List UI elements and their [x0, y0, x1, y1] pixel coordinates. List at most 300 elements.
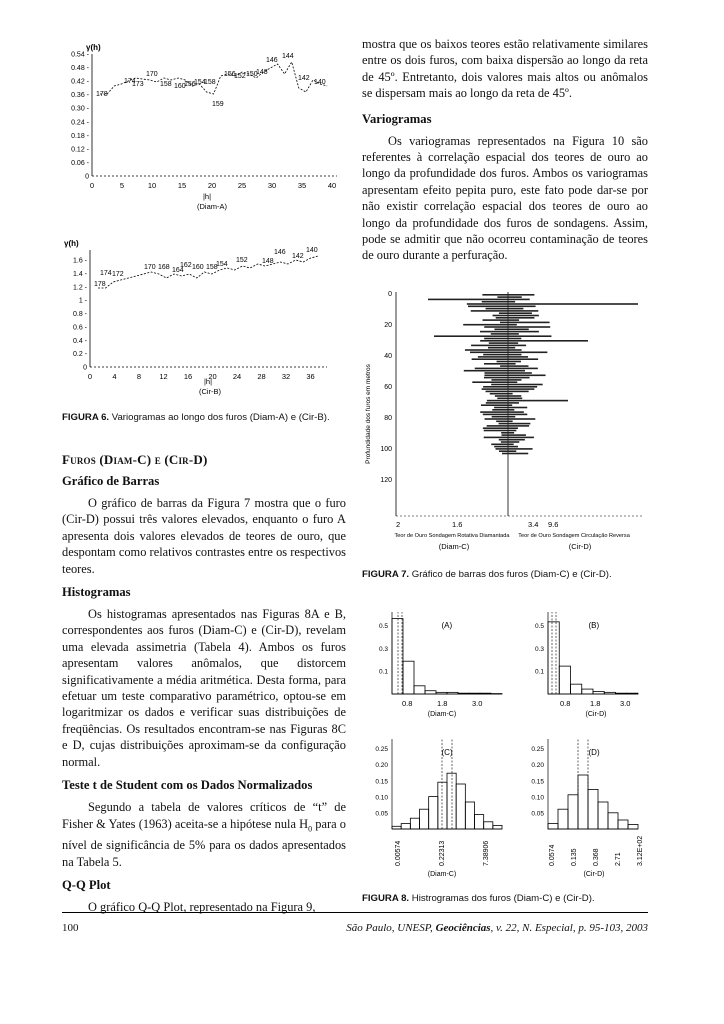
variogram-b-ytick: 0.4 -	[72, 337, 87, 345]
fig7-bar-cir-d	[508, 393, 513, 395]
variogram-a-xlabel: |h|	[202, 192, 212, 201]
fig7-bar-cir-d	[508, 384, 543, 386]
hist-bar	[588, 789, 598, 829]
fig7-bar-cir-d	[508, 407, 527, 409]
variogram-a-point-label: 150	[246, 71, 258, 78]
fig7-bar-diam-c	[490, 393, 508, 395]
hist-tag: (B)	[588, 621, 600, 630]
hist-ytick: 0.25	[375, 746, 388, 754]
fig7-bar-diam-c	[484, 363, 508, 365]
fig7-bar-cir-d	[508, 299, 530, 301]
fig7-bar-cir-d	[508, 352, 547, 354]
figure-7-caption: FIGURA 7. Gráfico de barras dos furos (Diam-C) e (Cir-D).	[362, 569, 612, 580]
hist-tag: (D)	[588, 748, 600, 757]
paragraph-variogramas: Os variogramas representados na Figura 10 são referentes à correlação espacial dos teores de ouro ao longo da profundidade dos furos. Ambos os variogramas apresentam efeito pepita puro, este fato pode dar-se por não existir correlação espacial dos teores de ouro ao longo da profundidade dos furos de sondagens. Assim, pode se admitir que não ocorreu contaminação de teores de ouro durante a perfuração.	[362, 133, 648, 263]
fig7-ytick: 60	[384, 384, 392, 391]
fig7-bar-cir-d	[508, 386, 537, 388]
fig7-bar-diam-c	[463, 324, 508, 326]
fig7-bar-cir-d	[508, 379, 521, 381]
fig7-bar-diam-c	[499, 450, 508, 452]
variogram-a-point-label: 160	[174, 83, 186, 90]
paragraph-histogramas: Os histogramas apresentados nas Figuras 8A e B, correspondentes aos furos (Diam-C) e (Cir-D), revelam uma elevada assimetria (Tabela 4). Ambos os furos apresentam valores anômalos, que distorcem significativamente a média aritmética. Desta forma, para efetuar um teste comparativo paramétrico, optou-se em logaritmizar os dados e verificar suas distribuições de freqüências. Os resultados encontram-se nas Figuras 8C e D, cujas distribuições aproximam-se da configuração normal.	[62, 607, 346, 769]
variogram-b-point-label: 164	[172, 267, 184, 274]
fig7-bar-diam-c	[481, 404, 508, 406]
heading-variogramas: Variogramas	[362, 111, 432, 126]
fig7-bar-cir-d	[508, 312, 532, 314]
variogram-a-point-label: 140	[314, 79, 326, 86]
fig7-bar-cir-d	[508, 444, 514, 446]
fig7-bar-cir-d	[508, 423, 530, 425]
hist-bar	[493, 825, 502, 829]
fig7-bar-diam-c	[480, 340, 508, 342]
fig7-bar-cir-d	[508, 430, 516, 432]
hist-bar	[403, 661, 414, 694]
fig7-bar-diam-c	[486, 402, 508, 404]
fig7-bar-cir-d	[508, 342, 518, 344]
hist-bar	[593, 692, 604, 694]
fig7-bar-diam-c	[470, 352, 508, 354]
fig7-bar-cir-d	[508, 345, 526, 347]
hist-bar	[627, 693, 638, 694]
variogram-a-xtick: 35	[297, 181, 307, 190]
variogram-a-subtitle: (Diam-A)	[197, 202, 227, 211]
variogram-b-point-label: 154	[216, 261, 228, 268]
variogram-b-subtitle: (Cir-B)	[198, 387, 222, 396]
fig7-bar-cir-d	[508, 450, 516, 452]
fig7-bar-diam-c	[486, 391, 508, 393]
variogram-b-ytick: 1 -	[78, 297, 87, 305]
hist-bar	[548, 824, 558, 829]
hist-d-xtick: 3.12E+02	[637, 835, 644, 866]
paragraph-qq-plot: O gráfico Q-Q Plot, representado na Figura 9,	[88, 900, 316, 915]
variogram-b-point-label: 174	[100, 270, 112, 277]
variogram-a-point-label: 156	[184, 81, 196, 88]
fig7-bar-diam-c	[491, 379, 508, 381]
fig7-bar-cir-d	[508, 361, 521, 363]
hist-ytick: 0.05	[531, 810, 544, 818]
hist-bar	[410, 818, 419, 829]
fig7-bar-cir-d	[508, 395, 521, 397]
fig7-bar-cir-d	[508, 453, 528, 455]
fig7-bar-cir-d	[508, 347, 515, 349]
fig7-bar-diam-c	[499, 439, 508, 441]
variogram-a-point-label: 159	[212, 101, 224, 108]
fig7-bar-cir-d	[508, 434, 526, 436]
fig7-bar-diam-c	[482, 388, 508, 390]
variogram-a-ytick: 0.42 -	[71, 78, 89, 86]
variogram-b-xtick: 32	[281, 372, 291, 381]
fig7-bar-cir-d	[508, 358, 538, 360]
hist-bar	[436, 692, 447, 694]
variogram-a-ytick: 0.48 -	[71, 65, 89, 73]
hist-c-xcap: (Diam-C)	[427, 871, 457, 878]
hist-bar	[475, 815, 484, 829]
variogram-a-ytick: 0.12 -	[71, 146, 89, 154]
fig7-bar-diam-c	[480, 411, 508, 413]
fig7-bar-diam-c	[502, 434, 508, 436]
fig7-bar-diam-c	[491, 444, 508, 446]
hist-bar	[456, 784, 465, 829]
fig7-bar-cir-d	[508, 400, 568, 402]
variogram-b-xtick: 0	[87, 372, 93, 381]
fig7-bar-diam-c	[485, 418, 508, 420]
fig7-bar-diam-c	[467, 303, 508, 305]
footer-citation: São Paulo, UNESP, Geociências, v. 22, N. Especial, p. 95-103, 2003	[346, 922, 648, 934]
fig7-bar-diam-c	[484, 430, 508, 432]
fig7-bar-diam-c	[464, 370, 508, 372]
fig7-bar-cir-d	[508, 368, 538, 370]
fig7-bar-diam-c	[493, 315, 508, 317]
fig7-bar-cir-d	[508, 340, 588, 342]
hist-ytick: 0.1	[378, 668, 388, 676]
variogram-b-xtick: 8	[136, 372, 142, 381]
fig7-bar-cir-d	[508, 402, 519, 404]
fig7-ytick: 120	[380, 477, 392, 484]
hist-bar	[458, 693, 469, 694]
fig7-ytick: 40	[384, 353, 392, 360]
fig7-bar-diam-c	[492, 409, 508, 411]
hist-ytick: 0.1	[534, 668, 544, 676]
hist-bar	[616, 693, 627, 694]
fig7-xtick-left-1: 1.6	[452, 520, 463, 529]
fig7-bar-diam-c	[482, 301, 508, 303]
fig7-bar-cir-d	[508, 354, 521, 356]
fig7-bar-diam-c	[480, 331, 508, 333]
hist-b-xcap: (Cir-D)	[585, 711, 607, 718]
variogram-a-ytick: 0.06 -	[71, 159, 89, 167]
hist-bar	[558, 809, 568, 829]
variogram-a-point-label: 144	[282, 53, 294, 60]
hist-bar	[392, 619, 403, 694]
hist-bar	[480, 693, 491, 694]
fig7-bar-diam-c	[496, 421, 508, 423]
variogram-a-ytick: 0.30 -	[71, 105, 89, 113]
hist-ytick: 0.25	[531, 746, 544, 754]
fig7-bar-cir-d	[508, 439, 525, 441]
fig7-bar-cir-d	[508, 319, 519, 321]
variogram-a-point-label: 170	[146, 71, 158, 78]
hist-ytick: 0.15	[375, 778, 388, 786]
fig7-bar-diam-c	[488, 347, 508, 349]
variogram-b-ytick: 1.4 -	[72, 270, 87, 278]
hist-bar	[571, 684, 582, 694]
hist-d-xtick: 0.135	[571, 848, 578, 866]
fig7-bar-cir-d	[508, 331, 539, 333]
fig7-bar-cir-d	[508, 324, 517, 326]
fig7-bar-cir-d	[508, 356, 528, 358]
variogram-a-ytick: 0.24 -	[71, 119, 89, 127]
hist-bar	[582, 689, 593, 694]
variogram-b-xtick: 36	[306, 372, 315, 381]
fig7-bar-diam-c	[486, 308, 508, 310]
hist-ytick: 0.3	[378, 645, 388, 653]
hist-bar	[484, 822, 493, 829]
hist-ytick: 0.5	[534, 623, 544, 631]
fig7-bar-diam-c	[471, 310, 508, 312]
fig7-ytick: 0	[388, 291, 392, 298]
variogram-b-ytick: 1.6 -	[72, 257, 87, 265]
fig7-xtick-right-1: 9.6	[548, 520, 559, 529]
fig7-bar-diam-c	[492, 416, 508, 418]
fig7-xtick-right-0: 3.4	[528, 520, 539, 529]
variogram-a-ytick: 0.18 -	[71, 132, 89, 140]
fig7-bar-diam-c	[472, 358, 508, 360]
fig7-bar-diam-c	[483, 427, 508, 429]
hist-bar	[465, 802, 474, 829]
fig7-bar-diam-c	[487, 400, 508, 402]
fig7-bar-cir-d	[508, 388, 534, 390]
hist-bar	[608, 813, 618, 829]
hist-ytick: 0.10	[531, 794, 544, 802]
fig7-bar-diam-c	[496, 317, 508, 319]
hist-bar	[414, 686, 425, 694]
hist-bar	[447, 773, 456, 829]
fig7-bar-diam-c	[491, 384, 508, 386]
fig7-bar-diam-c	[499, 423, 508, 425]
fig7-bar-cir-d	[508, 349, 522, 351]
heading-teste-t: Teste t de Student com os Dados Normalizados	[62, 778, 313, 793]
fig7-bar-cir-d	[508, 381, 517, 383]
hist-a-xtick: 1.8	[437, 699, 448, 708]
variogram-b-point-label: 142	[292, 253, 304, 260]
variogram-cir-b	[62, 234, 352, 404]
fig7-bar-diam-c	[483, 354, 508, 356]
fig7-bar-cir-d	[508, 363, 516, 365]
variogram-a-point-label: 156	[224, 71, 236, 78]
variogram-b-point-label: 146	[274, 249, 286, 256]
fig7-bar-diam-c	[497, 398, 508, 400]
hist-bar	[392, 826, 401, 829]
fig7-bar-cir-d	[508, 310, 538, 312]
fig7-label-cir-d: (Cir-D)	[568, 542, 592, 551]
fig7-bar-cir-d	[508, 427, 518, 429]
variogram-a-xtick: 0	[89, 181, 95, 190]
variogram-a-point-label: 142	[298, 75, 310, 82]
variogram-a-ytick: 0.36 -	[71, 92, 89, 100]
variogram-a-xtick: 20	[207, 181, 217, 190]
hist-ytick: 0.15	[531, 778, 544, 786]
fig7-xtick-left-0: 2	[396, 520, 401, 529]
hist-b-xtick: 3.0	[620, 699, 631, 708]
variogram-a-point-label: 173	[132, 81, 144, 88]
page-number: 100	[62, 922, 79, 934]
fig7-bar-diam-c	[475, 368, 508, 370]
fig7-bar-diam-c	[483, 414, 508, 416]
fig7-bar-diam-c	[472, 381, 508, 383]
fig7-bar-diam-c	[497, 361, 508, 363]
fig7-bar-cir-d	[508, 326, 550, 328]
hist-bar	[425, 691, 436, 694]
variogram-b-ytick: 1.2 -	[72, 284, 87, 292]
hist-bar	[578, 775, 588, 829]
fig7-bar-cir-d	[508, 338, 521, 340]
footer-rule	[62, 912, 648, 913]
hist-tag: (A)	[441, 621, 453, 630]
variogram-a-point-label: 148	[256, 69, 268, 76]
fig7-bar-cir-d	[508, 303, 638, 305]
variogram-a-point-label: 158	[160, 81, 172, 88]
variogram-a-point-label: 146	[266, 57, 278, 64]
variogram-b-xtick: 24	[232, 372, 242, 381]
fig7-bar-diam-c	[500, 365, 508, 367]
variogram-b-xtick: 20	[208, 372, 217, 381]
fig7-bar-diam-c	[482, 294, 508, 296]
fig7-bar-diam-c	[468, 306, 508, 308]
variogram-b-point-label: 178	[94, 281, 106, 288]
hist-d-xtick: 0.368	[593, 848, 600, 866]
hist-bar	[438, 782, 447, 829]
hist-bar	[598, 802, 608, 829]
fig7-bar-cir-d	[508, 335, 551, 337]
hist-bar	[618, 820, 628, 829]
variogram-a-point-label: 178	[96, 91, 108, 98]
variogram-b-point-label: 172	[112, 271, 124, 278]
variogram-b-point-label: 162	[180, 262, 192, 269]
fig7-bar-diam-c	[484, 375, 508, 377]
variogram-b-xtick: 12	[159, 372, 168, 381]
fig7-bar-cir-d	[508, 446, 518, 448]
variogram-a-point-label: 154	[194, 79, 206, 86]
figure-6-caption: FIGURA 6. Variogramas ao longo dos furos (Diam-A) e (Cir-B).	[62, 412, 330, 423]
heading-grafico-barras: Gráfico de Barras	[62, 474, 160, 488]
variogram-a-ytick: 0	[85, 173, 89, 181]
hist-bar	[401, 824, 410, 829]
fig7-bar-cir-d	[508, 377, 530, 379]
fig7-bar-diam-c	[484, 377, 508, 379]
variogram-b-xtick: 16	[183, 372, 193, 381]
fig7-bar-cir-d	[508, 425, 529, 427]
fig7-yaxis-label: Profundidade dos furos em metros	[365, 364, 372, 464]
fig7-bar-diam-c	[497, 296, 508, 298]
fig7-bar-diam-c	[471, 345, 508, 347]
fig7-bar-cir-d	[508, 301, 515, 303]
paragraph-teste-t: Segundo a tabela de valores críticos de “t” de Fisher & Yates (1963) aceita-se a hipótese nula $H_0$ para o nível de significância de 5% para os dados apresentados na Tabela 5.	[62, 800, 346, 869]
fig7-bar-cir-d	[508, 432, 514, 434]
fig7-bar-diam-c	[483, 386, 508, 388]
hist-c-xtick: 0.22313	[439, 840, 446, 866]
fig7-bar-diam-c	[478, 356, 508, 358]
variogram-b-point-label: 152	[236, 257, 248, 264]
hist-ytick: 0.20	[375, 762, 388, 770]
fig7-xcap-left: Teor de Ouro Sondagem Rotativa Diamantada	[394, 533, 510, 539]
fig7-bar-cir-d	[508, 437, 534, 439]
hist-bar	[628, 825, 638, 830]
fig7-bar-diam-c	[484, 437, 508, 439]
fig7-bar-diam-c	[428, 299, 508, 301]
fig7-bar-diam-c	[484, 326, 508, 328]
fig7-bar-diam-c	[494, 446, 508, 448]
fig7-bar-cir-d	[508, 333, 519, 335]
fig7-bar-cir-d	[508, 370, 525, 372]
fig7-bar-cir-d	[508, 404, 512, 406]
hist-bar	[469, 693, 480, 694]
fig7-bar-cir-d	[508, 306, 536, 308]
fig7-bar-cir-d	[508, 416, 515, 418]
histograms-figure-8	[362, 604, 652, 886]
fig7-bar-cir-d	[508, 448, 533, 450]
fig7-bar-cir-d	[508, 391, 529, 393]
fig7-bar-diam-c	[491, 333, 508, 335]
fig7-bar-diam-c	[500, 322, 508, 324]
fig7-bar-cir-d	[508, 315, 539, 317]
variogram-b-point-label: 148	[262, 258, 274, 265]
fig7-bar-diam-c	[487, 425, 508, 427]
fig7-bar-cir-d	[508, 317, 534, 319]
variogram-b-point-label: 158	[206, 264, 218, 271]
fig7-bar-diam-c	[495, 395, 508, 397]
fig7-bar-diam-c	[495, 448, 508, 450]
hist-bar	[548, 622, 559, 694]
bar-chart-figure-7	[362, 284, 652, 560]
fig7-bar-cir-d	[508, 365, 528, 367]
fig7-xcap-right: Teor de Ouro Sondagem Circulação Reversa	[518, 533, 630, 539]
paragraph-qq-continued: mostra que os baixos teores estão relativamente similares entre os dois furos, com baixa dispersão ao longo da reta de 45º. Entretanto, dois valores mais altos ou anômalos se dispersam mais ao longo da reta de 45º.	[362, 37, 648, 101]
hist-b-xtick: 1.8	[590, 699, 601, 708]
variogram-b-point-label: 160	[192, 264, 204, 271]
fig7-ytick: 20	[384, 322, 392, 329]
fig7-bar-diam-c	[499, 312, 508, 314]
section-title: Furos (Diam-C) e (Cir-D)	[62, 452, 208, 467]
fig7-bar-cir-d	[508, 441, 519, 443]
variogram-a-xtick: 40	[327, 181, 337, 190]
fig7-bar-diam-c	[501, 441, 508, 443]
fig7-bar-cir-d	[508, 294, 534, 296]
figure-8-caption: FIGURA 8. Histrogramas dos furos (Diam-C) e (Cir-D).	[362, 893, 595, 904]
variogram-a-xtick: 5	[119, 181, 125, 190]
fig7-bar-cir-d	[508, 375, 546, 377]
heading-histogramas: Histogramas	[62, 585, 131, 600]
hist-a-xcap: (Diam-C)	[427, 711, 457, 718]
variogram-b-xlabel: |h|	[203, 377, 213, 386]
hist-bar	[559, 666, 570, 694]
fig7-bar-cir-d	[508, 372, 532, 374]
hist-a-xtick: 0.8	[402, 699, 413, 708]
fig7-bar-cir-d	[508, 411, 524, 413]
hist-c-xtick: 7.38906	[483, 840, 490, 866]
variogram-b-point-label: 140	[306, 247, 318, 254]
fig7-bar-cir-d	[508, 409, 514, 411]
fig7-bar-diam-c	[502, 453, 508, 455]
fig7-ytick: 100	[380, 446, 392, 453]
fig7-bar-diam-c	[484, 372, 508, 374]
fig7-bar-diam-c	[483, 319, 508, 321]
hist-ytick: 0.5	[378, 623, 388, 631]
heading-qq-plot: Q-Q Plot	[62, 878, 111, 893]
hist-bar	[447, 692, 458, 694]
hist-bar	[604, 692, 615, 694]
variogram-a-xtick: 25	[237, 181, 247, 190]
variogram-a-xtick: 30	[267, 181, 277, 190]
fig7-bar-diam-c	[489, 342, 508, 344]
paragraph-barras: O gráfico de barras da Figura 7 mostra que o furo (Cir-D) possui três valores elevados, enquanto o furo A apresenta dois valores elevados de teores de ouro, que despontam como relativos contrastes entre os respectivos teores.	[62, 496, 346, 576]
hist-tag: (C)	[441, 748, 453, 757]
variogram-b-point-label: 168	[158, 264, 170, 271]
variogram-a-point-label: 158	[204, 79, 216, 86]
hist-d-xcap: (Cir-D)	[583, 871, 605, 878]
variogram-a-point-label: 174	[124, 78, 136, 85]
fig7-label-diam-c: (Diam-C)	[438, 542, 470, 551]
hist-bar	[568, 795, 578, 829]
hist-c-xtick: 0.00574	[395, 840, 402, 866]
variogram-b-ytick: 0.8 -	[72, 311, 87, 318]
hist-bar	[429, 797, 438, 829]
hist-d-xtick: 2.71	[615, 852, 622, 866]
hist-ytick: 0.20	[531, 762, 544, 770]
variogram-diam-a	[62, 36, 352, 216]
fig7-bar-cir-d	[508, 414, 527, 416]
hist-d-xtick: 0.0574	[549, 844, 556, 866]
fig7-bar-cir-d	[508, 322, 550, 324]
